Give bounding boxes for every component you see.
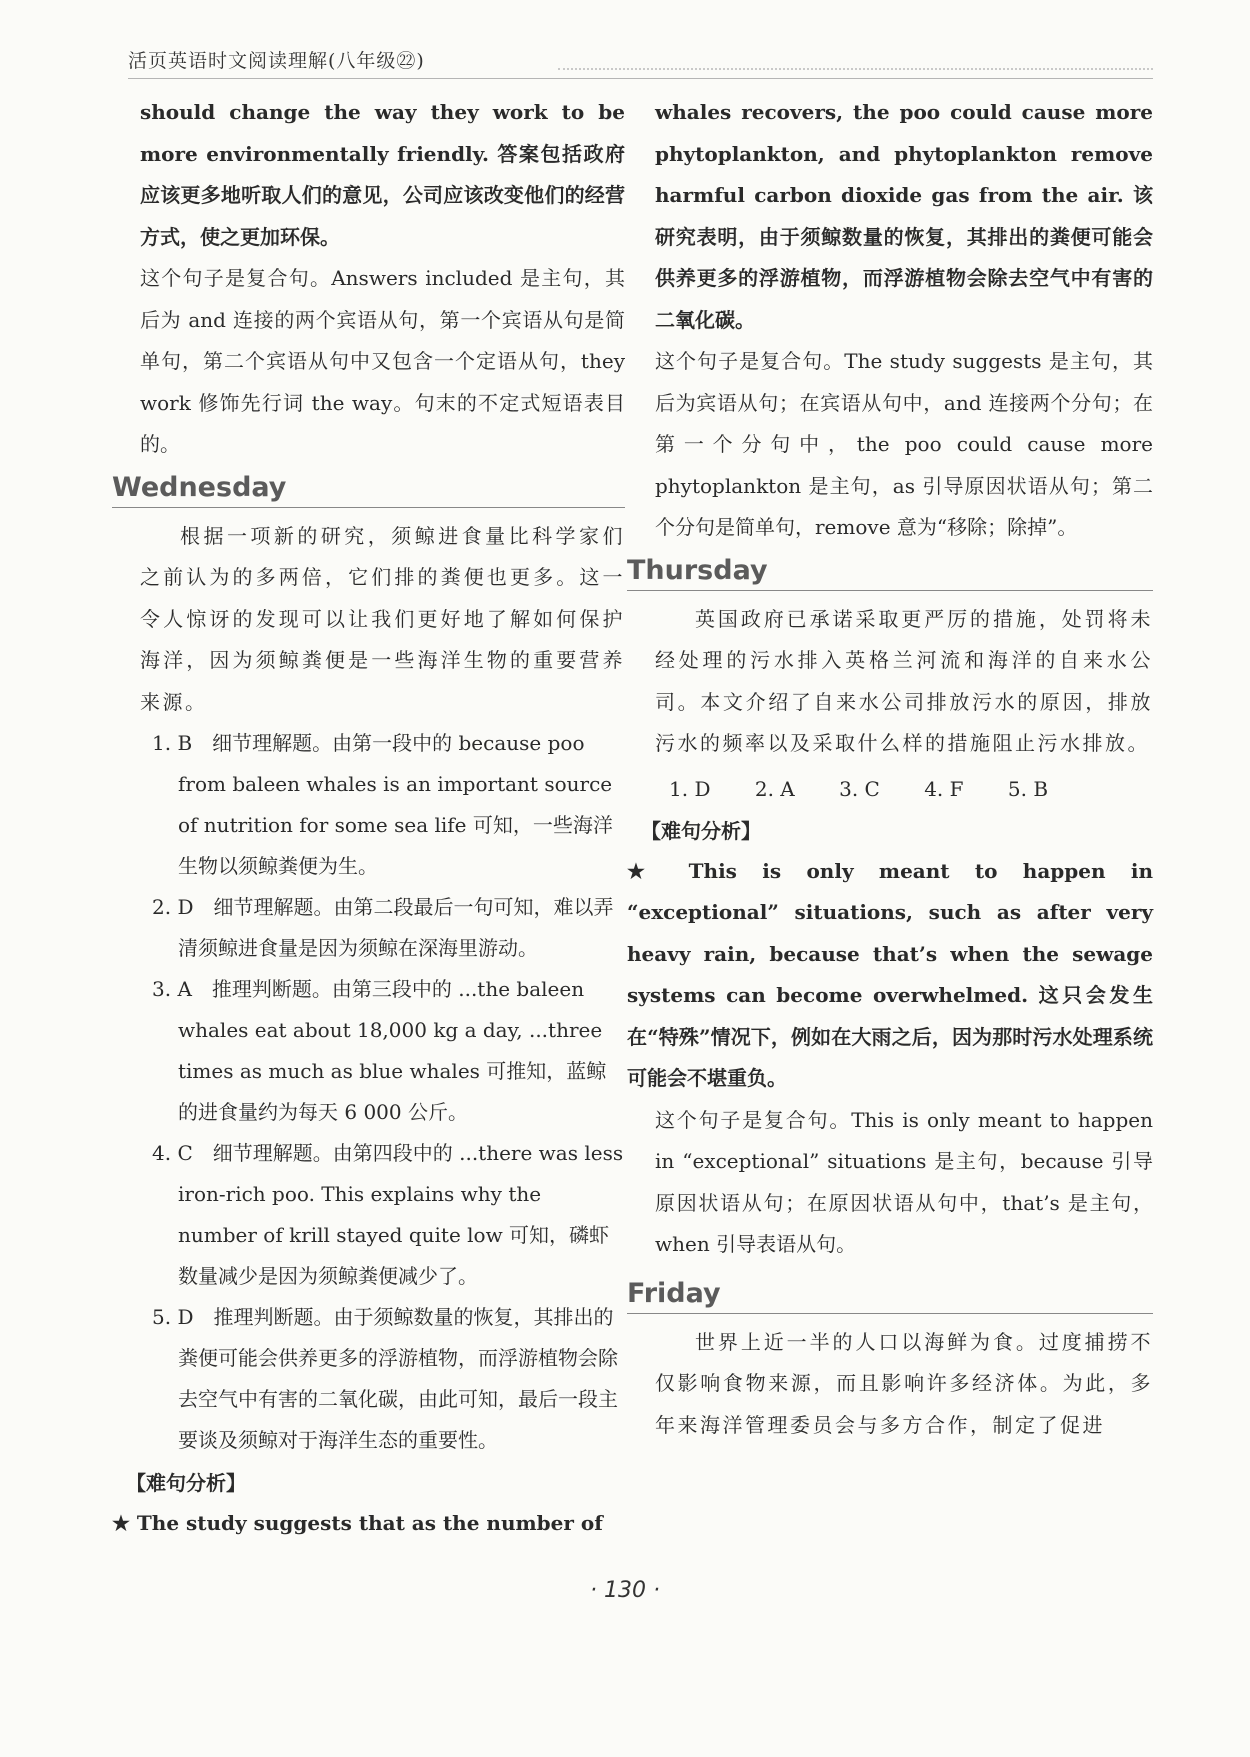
left-column (112, 92, 625, 1545)
page-number: · 130 · (590, 1578, 660, 1603)
thursday-summary: 英国政府已承诺采取更严厉的措施，处罚将未经处理的污水排入英格兰河流和海洋的自来水公司。本文介绍了自来水公司排放污水的原因，排放污水的频率以及采取什么样的措施阻止污水排放。 (655, 606, 1153, 755)
prev-bold-sentence: should change the way they work to be more environmentally friendly. 答案包括政府应该更多地听取人们的意见，公司应该改变他们的经营方式，使之更加环保。 (140, 100, 625, 249)
wednesday-answer-3: 3. A 推理判断题。由第三段中的 ...the baleen whales eat about 18,000 kg a day, ...three times as much as blue whales 可推知，蓝鲸的进食量约为每天 6 000 公斤。 (152, 977, 607, 1124)
thursday-answer: 2. A (754, 776, 795, 801)
wednesday-analysis: 这个句子是复合句。The study suggests 是主句，其后为宾语从句；在宾语从句中，and 连接两个分句；在第一个分句中，the poo could cause more phytoplankton 是主句，as 引导原因状语从句；第二个分句是简单句，remove 意为“移除；除掉”。 (655, 349, 1153, 539)
thursday-answer: 3. C (839, 776, 880, 801)
friday-summary: 世界上近一半的人口以海鲜为食。过度捕捞不仅影响食物来源，而且影响许多经济体。为此，多年来海洋管理委员会与多方合作，制定了促进 (655, 1329, 1153, 1437)
thursday-answer-row (669, 769, 1153, 809)
difficult-sentence-label: 【难句分析】 (641, 818, 761, 843)
wednesday-answer-4: 4. C 细节理解题。由第四段中的 ...there was less iron-rich poo. This explains why the number of krill stayed quite low 可知，磷虾数量减少是因为须鲸粪便减少了。 (152, 1141, 624, 1288)
wednesday-star-sentence: ★ The study suggests that as the number of (112, 1511, 603, 1535)
section-heading-friday: Friday (627, 1278, 1153, 1314)
page-header (128, 38, 1153, 79)
wednesday-summary: 根据一项新的研究，须鲸进食量比科学家们之前认为的多两倍，它们排的粪便也更多。这一令人惊讶的发现可以让我们更好地了解如何保护海洋，因为须鲸粪便是一些海洋生物的重要营养来源。 (140, 523, 625, 714)
thursday-star-sentence: ★ This is only meant to happen in “exceptional” situations, such as after very heavy rain, because that’s when the sewage systems can become overwhelmed. 这只会发生在“特殊”情况下，例如在大雨之后，因为那时污水处理系统可能会不堪重负。 (627, 858, 1153, 1090)
header-dotted-rule (558, 66, 1153, 70)
book-title: 活页英语时文阅读理解(八年级㉒) (128, 50, 425, 72)
section-heading-wednesday: Wednesday (112, 472, 625, 508)
difficult-sentence-label: 【难句分析】 (126, 1471, 246, 1495)
wednesday-bold-continued: whales recovers, the poo could cause more phytoplankton, and phytoplankton remove harmful carbon dioxide gas from the air. 该研究表明，由于须鲸数量的恢复，其排出的粪便可能会供养更多的浮游植物，而浮游植物会除去空气中有害的二氧化碳。 (655, 100, 1153, 332)
thursday-answer: 1. D (669, 776, 711, 801)
section-heading-thursday: Thursday (627, 555, 1153, 591)
thursday-analysis: 这个句子是复合句。This is only meant to happen in “exceptional” situations 是主句，because 引导原因状语从句；在原因状语从句中，that’s 是主句，when 引导表语从句。 (655, 1107, 1153, 1256)
right-column (627, 92, 1153, 1446)
thursday-answer: 4. F (924, 776, 964, 801)
thursday-answer: 5. B (1007, 776, 1049, 801)
wednesday-answer-2: 2. D 细节理解题。由第二段最后一句可知，难以弄清须鲸进食量是因为须鲸在深海里游动。 (152, 895, 614, 960)
wednesday-answer-5: 5. D 推理判断题。由于须鲸数量的恢复，其排出的粪便可能会供养更多的浮游植物，而浮游植物会除去空气中有害的二氧化碳，由此可知，最后一段主要谈及须鲸对于海洋生态的重要性。 (152, 1305, 618, 1452)
prev-analysis: 这个句子是复合句。Answers included 是主句，其后为 and 连接的两个宾语从句，第一个宾语从句是简单句，第二个宾语从句中又包含一个定语从句，they work 修饰先行词 the way。句末的不定式短语表目的。 (140, 266, 625, 456)
wednesday-answer-1: 1. B 细节理解题。由第一段中的 because poo from baleen whales is an important source of nutrition for some sea life 可知，一些海洋生物以须鲸粪便为生。 (152, 731, 613, 878)
